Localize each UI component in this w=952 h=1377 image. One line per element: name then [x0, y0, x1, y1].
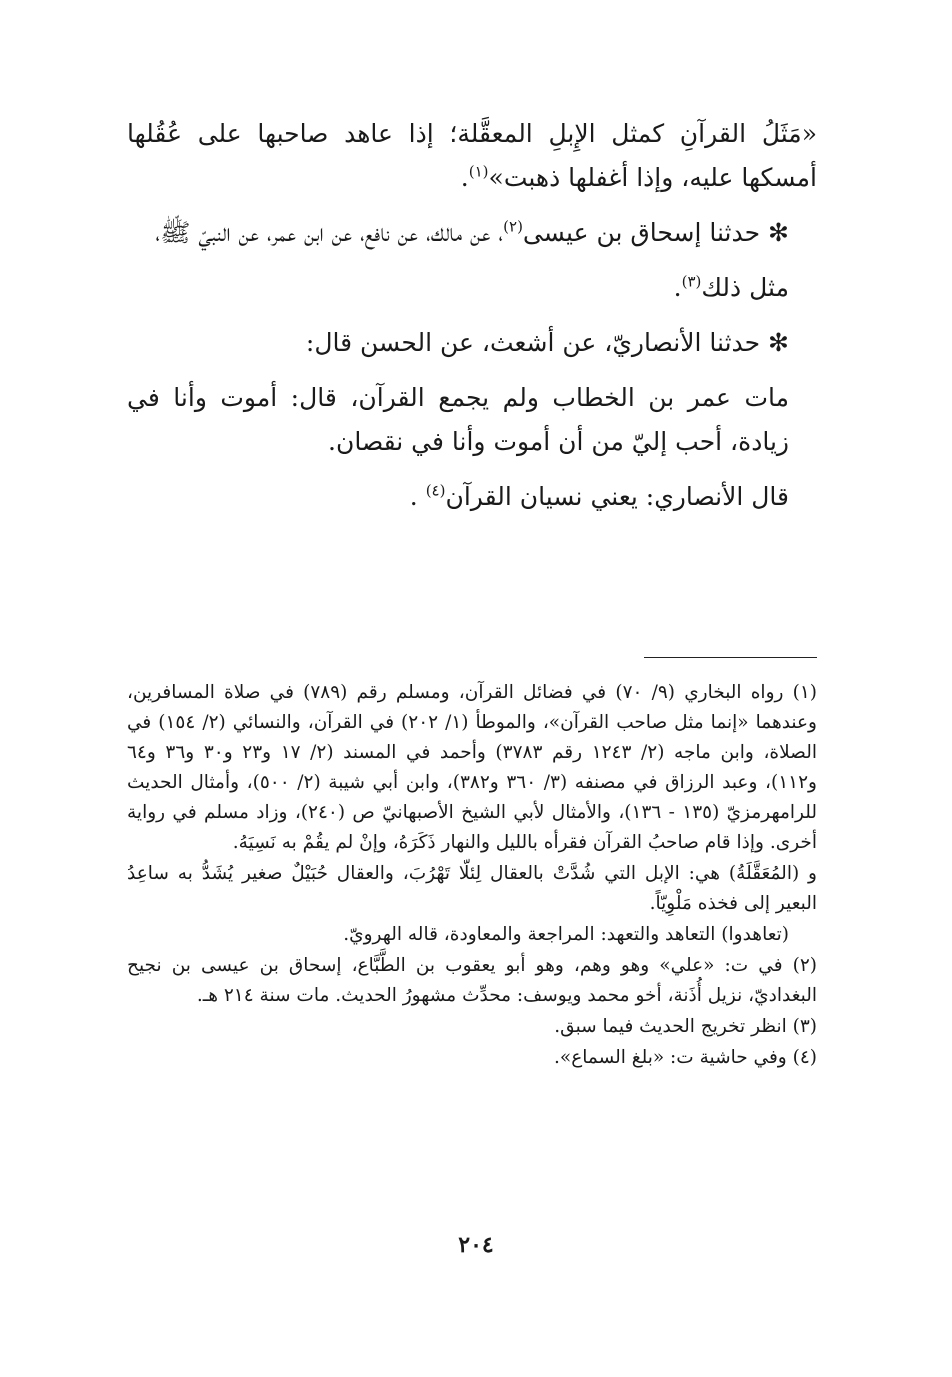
paragraph-text: مثل ذلك — [701, 273, 789, 302]
paragraph-end: . — [409, 482, 426, 511]
footnote-ref-2[interactable]: (٢) — [503, 217, 523, 236]
footnote-separator — [644, 657, 817, 658]
footnote-ref-4[interactable]: (٤) — [425, 481, 446, 500]
footnote-4: (٤) وفي حاشية ت: «بلغ السماع». — [554, 1047, 817, 1068]
main-text-block — [127, 112, 817, 530]
paragraph-text: «مَثَلُ القرآنِ كمثل الإِبلِ المعقَّلة؛ إذا عاهد صاحبها على عُقُلها أمسكها عليه، وإذا أغفلها ذهبت» — [127, 119, 817, 192]
paragraph-end: . — [460, 163, 469, 192]
footnote-1: (١) رواه البخاري (٩/ ٧٠) في فضائل القرآن، ومسلم رقم (٧٨٩) في صلاة المسافرين، وعندهما «إنما مثل صاحب القرآن»، والموطأ (١/ ٢٠٢) في القرآن، والنسائي (٢/ ١٥٤) في الصلاة، وابن ماجه (٢/ ١٢٤٣ رقم ٣٧٨٣) وأحمد في المسند (٢/ ١٧ و٢٣ و٣٠ و٣٦ و٦٤ و١١٢)، وعبد الرزاق في مصنفه (٣/ ٣٦٠ و٣٨٢)، وابن أبي شيبة (٢/ ٥٠٠)، وأمثال الحديث للرامهرمزيّ (١٣٥ - ١٣٦)، والأمثال لأبي الشيخ الأصبهانيّ ص (٢٤٠)، وزاد مسلم في رواية أخرى. وإذا قام صاحبُ القرآن فقرأه بالليل والنهار ذَكَرَهُ، وإنْ لم يقُمْ به نَسِيَهُ. — [127, 682, 818, 853]
isnad-paragraph — [127, 211, 817, 255]
footnote-ref-3[interactable]: (٣) — [681, 272, 702, 291]
footnote-3: (٣) انظر تخريج الحديث فيما سبق. — [554, 1016, 817, 1037]
paragraph-text: قال الأنصاري: يعني نسيان القرآن — [445, 482, 789, 511]
footnote-2: (٢) في ت: «علي» وهو وهم، وهو أبو يعقوب بن الطَّبَّاع، إسحاق بن عيسى بن نجيح البغداديّ، نزيل أُذَنة، أخو محمد ويوسف: محدِّث مشهورُ الحديث. مات سنة ٢١٤ هـ. — [127, 955, 817, 1006]
paragraph-text: مات عمر بن الخطاب ولم يجمع القرآن، قال: أموت وأنا في زيادة، أحب إليّ من أن أموت وأنا في نقصان. — [127, 383, 789, 456]
mithl-paragraph — [127, 266, 817, 310]
footnotes-block — [127, 678, 817, 1074]
paragraph-end: . — [673, 273, 682, 302]
page-number: ٢٠٤ — [458, 1232, 494, 1258]
footnote-1-gloss: و (المُعَقَّلَةُ) هي: الإبل التي شُدَّتْ بالعقال لِئلّا تَهْرُبَ، والعقال حُبَيْلٌ صغير يُشَدُّ به ساعِدُ البعير إلى فخذه مَلْوِيّاً. — [127, 863, 817, 914]
paragraph-text: ✻ حدثنا إسحاق بن عيسى — [522, 218, 789, 247]
isnad-paragraph-2 — [127, 321, 817, 365]
footnote-1-gloss-2: (تعاهدوا) التعاهد والتعهد: المراجعة والمعاودة، قاله الهرويّ. — [343, 924, 789, 945]
paragraph-end: ، عن مالك، عن نافع، عن ابن عمر، عن النبيّ ﷺ، — [155, 218, 504, 247]
hadith-paragraph — [127, 112, 817, 200]
athar-paragraph — [127, 376, 817, 464]
commentary-paragraph — [127, 475, 817, 519]
paragraph-text: ✻ حدثنا الأنصاريّ، عن أشعث، عن الحسن قال: — [305, 328, 789, 357]
footnote-ref-1[interactable]: (١) — [468, 162, 489, 181]
